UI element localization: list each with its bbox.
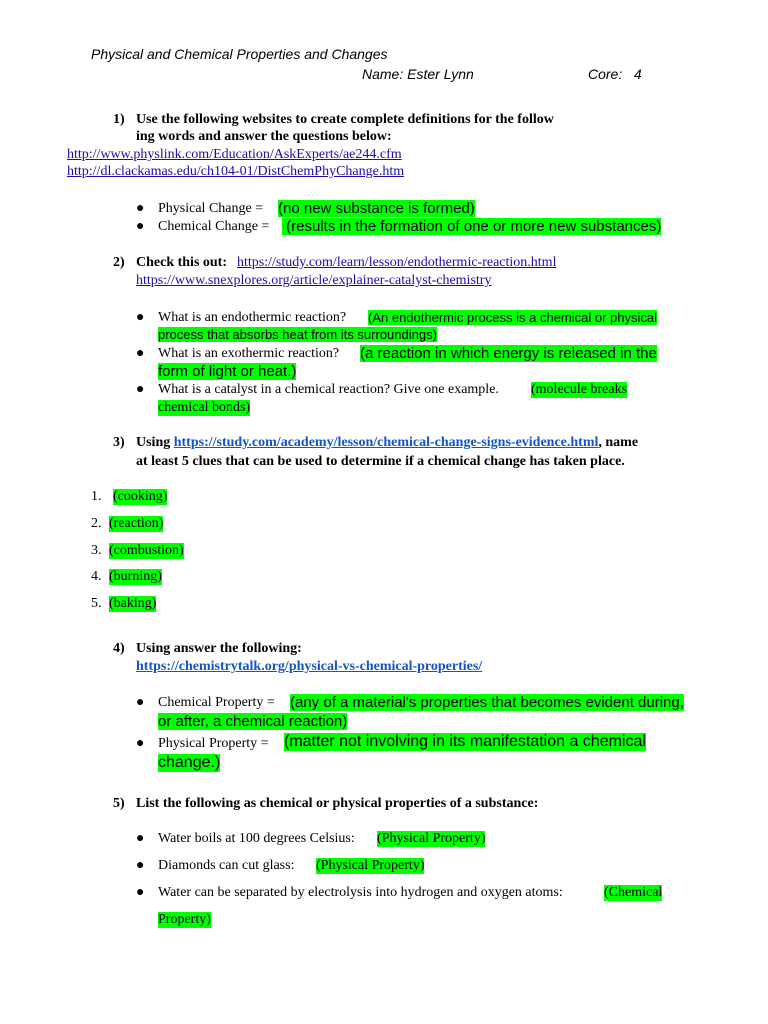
bullet-icon: ● (136, 858, 145, 873)
study-chemical-change-link[interactable]: https://study.com/academy/lesson/chemical-change-signs-evidence.html (173, 435, 599, 450)
answer-text-cont: or after, a chemical reaction) (158, 713, 348, 730)
answer-text: (molecule breaks (531, 382, 628, 397)
answer-text: (cooking) (113, 489, 168, 504)
question-number: 1) (113, 112, 125, 127)
question-number: 3) (113, 435, 125, 450)
bullet-icon: ● (136, 885, 145, 900)
answer-text: (burning) (109, 569, 162, 584)
physlink-link[interactable]: http://www.physlink.com/Education/AskExperts/ae244.cfm (67, 147, 402, 162)
list-number: 3. (91, 543, 102, 558)
question-label: What is an exothermic reaction? (158, 346, 340, 361)
answer-text: (Chemical (604, 885, 663, 900)
answer-text-cont: Property) (158, 912, 211, 927)
question-text: Use the following websites to create complete definitions for the follow (136, 112, 554, 127)
document-title: Physical and Chemical Properties and Changes (91, 46, 388, 62)
question-label: What is an endothermic reaction? (158, 310, 347, 325)
question-text-cont: ing words and answer the questions below: (136, 129, 392, 144)
answer-text: (baking) (109, 596, 157, 611)
question-text: List the following as chemical or physical properties of a substance: (136, 796, 539, 811)
list-number: 1. (91, 489, 102, 504)
term-label: Chemical Change = (158, 219, 270, 234)
bullet-icon: ● (136, 310, 145, 325)
answer-text: (An endothermic process is a chemical or physical (368, 310, 658, 325)
question-number: 5) (113, 796, 125, 811)
term-label: Chemical Property = (158, 695, 275, 710)
list-number: 4. (91, 569, 102, 584)
bullet-icon: ● (136, 201, 145, 216)
answer-text-cont: form of light or heat.) (158, 363, 297, 380)
study-endothermic-link[interactable]: https://study.com/learn/lesson/endothermic-reaction.html (237, 255, 557, 270)
answer-text: (combustion) (109, 543, 184, 558)
answer-text: (results in the formation of one or more new substances) (282, 218, 662, 235)
answer-text: (no new substance is formed) (278, 200, 475, 217)
answer-text: (Physical Property) (316, 858, 425, 873)
question-text (136, 435, 638, 451)
question-label: What is a catalyst in a chemical reaction? Give one example. (158, 382, 499, 397)
question-text: Using answer the following: (136, 641, 302, 656)
core-number: Core: 4 (588, 66, 642, 82)
answer-text-cont: chemical bonds) (158, 400, 251, 415)
answer-text-cont: change.) (158, 754, 221, 771)
term-label: Physical Change = (158, 201, 264, 216)
question-lead: Using (136, 435, 171, 450)
answer-text: (matter not involving in its manifestation a chemical (284, 733, 646, 750)
answer-text: (reaction) (109, 516, 164, 531)
chemistrytalk-link[interactable]: https://chemistrytalk.org/physical-vs-chemical-properties/ (136, 659, 483, 674)
answer-text-cont: process that absorbs heat from its surroundings) (158, 327, 437, 342)
bullet-icon: ● (136, 346, 145, 361)
question-text: Check this out: (136, 255, 228, 270)
property-label: Diamonds can cut glass: (158, 858, 295, 873)
student-name: Name: Ester Lynn (362, 66, 474, 82)
bullet-icon: ● (136, 736, 145, 751)
question-number: 2) (113, 255, 125, 270)
clackamas-link[interactable]: http://dl.clackamas.edu/ch104-01/DistChemPhyChange.htm (67, 164, 405, 179)
property-label: Water can be separated by electrolysis into hydrogen and oxygen atoms: (158, 885, 563, 900)
bullet-icon: ● (136, 382, 145, 397)
answer-text: (a reaction in which energy is released in the (360, 345, 657, 362)
bullet-icon: ● (136, 695, 145, 710)
question-tail: , name (598, 435, 639, 450)
snexplores-link[interactable]: https://www.snexplores.org/article/explainer-catalyst-chemistry (136, 273, 492, 288)
bullet-icon: ● (136, 219, 145, 234)
answer-text: (any of a material's properties that becomes evident during, (290, 694, 684, 711)
answer-text: (Physical Property) (377, 831, 486, 846)
term-label: Physical Property = (158, 736, 269, 751)
list-number: 2. (91, 516, 102, 531)
question-number: 4) (113, 641, 125, 656)
bullet-icon: ● (136, 831, 145, 846)
list-number: 5. (91, 596, 102, 611)
question-text-cont: at least 5 clues that can be used to determine if a chemical change has taken place. (136, 454, 625, 469)
property-label: Water boils at 100 degrees Celsius: (158, 831, 355, 846)
